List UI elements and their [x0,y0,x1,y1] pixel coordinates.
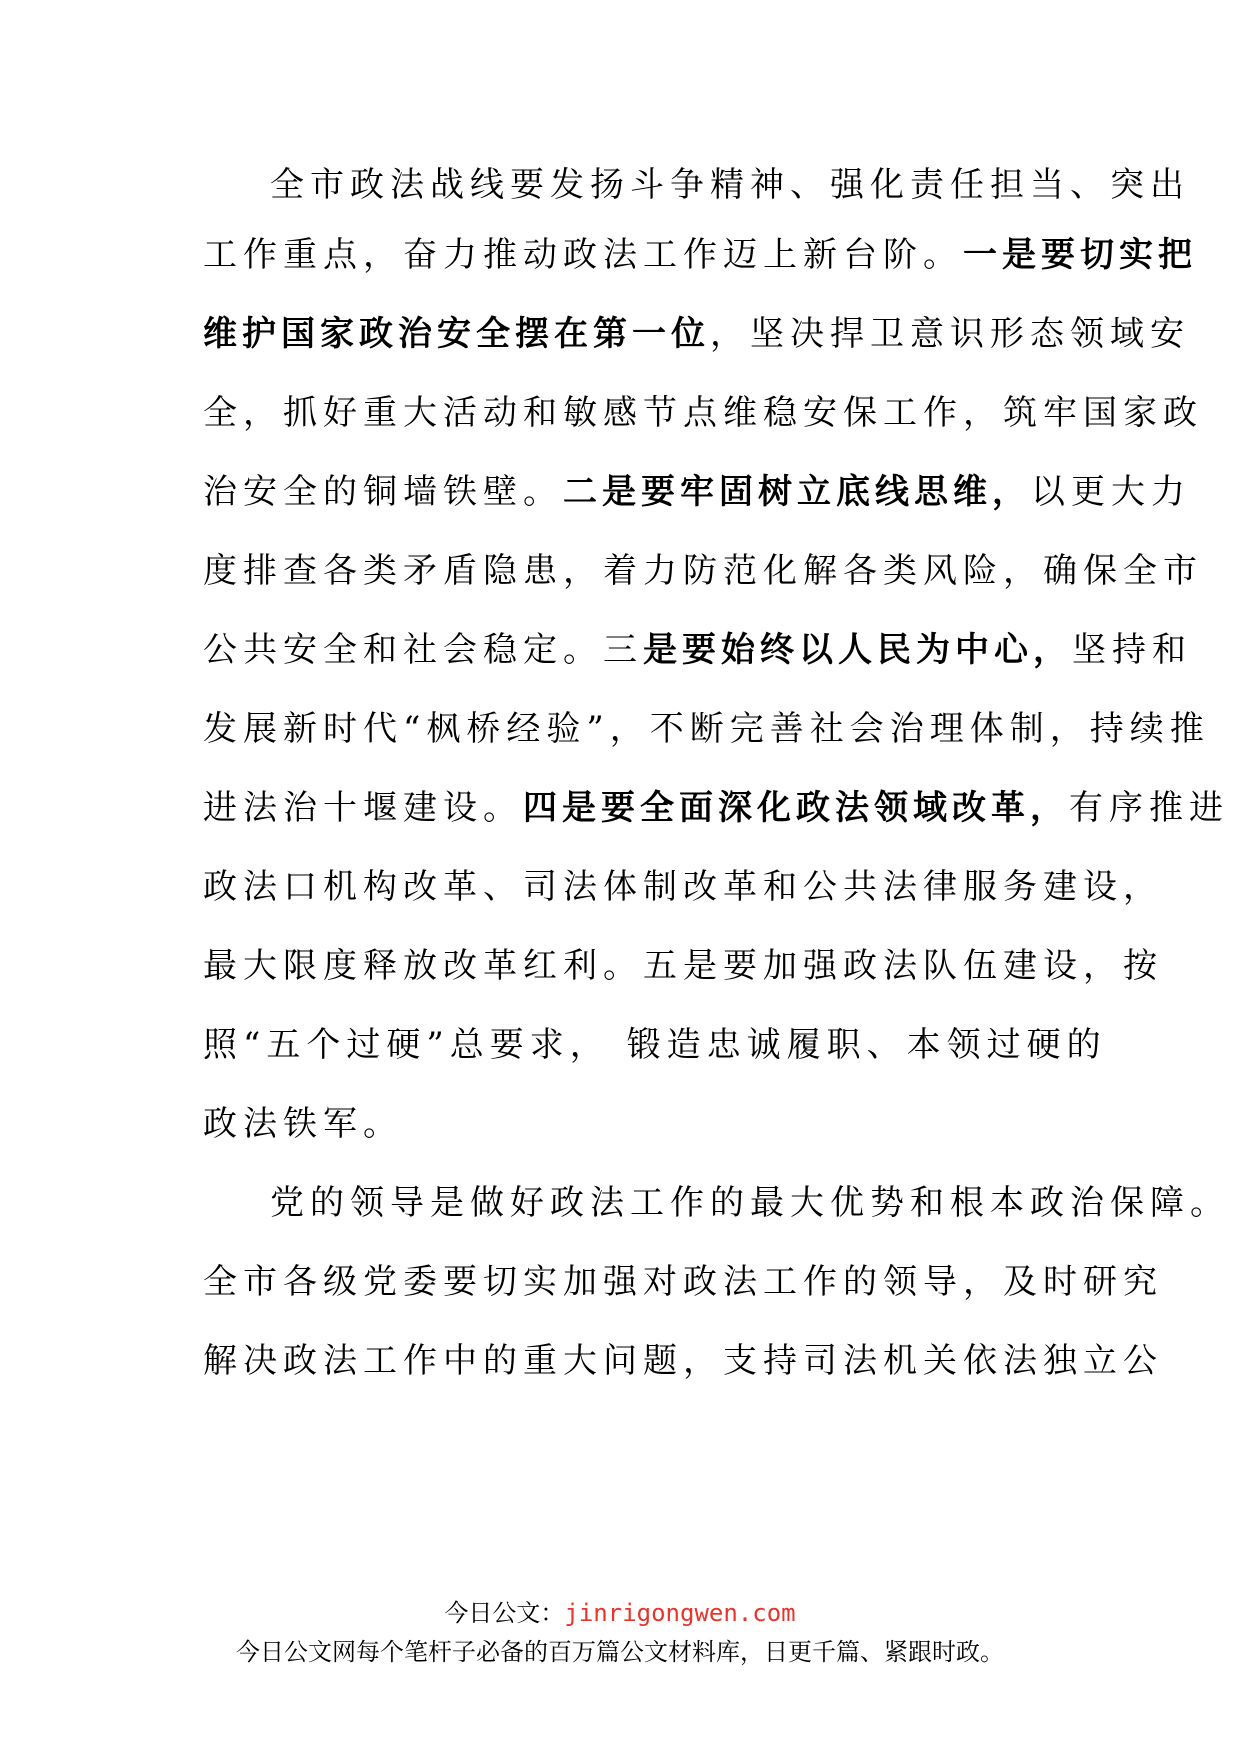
line-text: 最大限度释放改革红利。五是要加强政法队伍建设，按 [203,946,1163,986]
paragraph-line [203,1102,1103,1146]
line-text: ，坚决捍卫意识形态领域安 [710,314,1190,354]
paragraph-line [203,628,1192,672]
line-text: 解决政法工作中的重大问题，支持司法机关依法独立公 [203,1341,1163,1381]
bold-emphasis: 是要始终以人民为中心， [643,630,1072,670]
line-text: 坚持和 [1072,630,1192,670]
bold-emphasis: 维护国家政治安全摆在第一位 [203,314,710,354]
paragraph-line [203,233,1197,277]
bold-emphasis: 四是要全面深化政法领域改革， [523,788,1069,828]
footer-slogan: 今日公文网每个笔杆子必备的百万篇公文材料库，日更千篇、紧跟时政。 [236,1638,1004,1666]
footer-site-link[interactable]: jinrigongwen.com [564,1599,796,1627]
paragraph-line [203,1339,1163,1383]
line-text: 政法口机构改革、司法体制改革和公共法律服务建设， [203,867,1163,907]
paragraph-line [270,163,1190,207]
line-text: 全市各级党委要切实加强对政法工作的领导，及时研究 [203,1262,1163,1302]
line-text: 全市政法战线要发扬斗争精神、强化责任担当、突出 [270,165,1190,205]
line-text: 有序推进 [1069,788,1229,828]
paragraph-line [203,1023,1107,1067]
line-text: 全，抓好重大活动和敏感节点维稳安保工作，筑牢国家政 [203,393,1203,433]
footer-site-line [0,1598,1240,1628]
line-text: 公共安全和社会稳定。三 [203,630,643,670]
paragraph-line [203,1260,1163,1304]
paragraph-line [203,865,1163,909]
line-text: 发展新时代“枫桥经验”，不断完善社会治理体制，持续推 [203,709,1210,749]
bold-emphasis: 一是要切实把 [963,235,1197,275]
paragraph-line [203,549,1203,593]
paragraph-line [203,312,1190,356]
line-text: 进法治十堰建设。 [203,788,523,828]
paragraph-line [203,944,1163,988]
paragraph-line [203,786,1229,830]
line-text: 党的领导是做好政法工作的最大优势和根本政治保障。 [270,1183,1230,1223]
paragraph-line [203,391,1203,435]
paragraph-line [203,470,1191,514]
line-text: 度排查各类矛盾隐患，着力防范化解各类风险，确保全市 [203,551,1203,591]
line-text: 治安全的铜墙铁壁。 [203,472,563,512]
paragraph-line [270,1181,1230,1225]
line-text: 政法铁军。 [203,1104,403,1144]
line-text: 照“五个过硬”总要求， 锻造忠诚履职、本领过硬的 [203,1025,1107,1065]
bold-emphasis: 二是要牢固树立底线思维， [563,472,1031,512]
paragraph-line [203,707,1210,751]
footer-site-label: 今日公文： [444,1599,565,1627]
line-text: 以更大力 [1031,472,1191,512]
line-text: 工作重点，奋力推动政法工作迈上新台阶。 [203,235,963,275]
